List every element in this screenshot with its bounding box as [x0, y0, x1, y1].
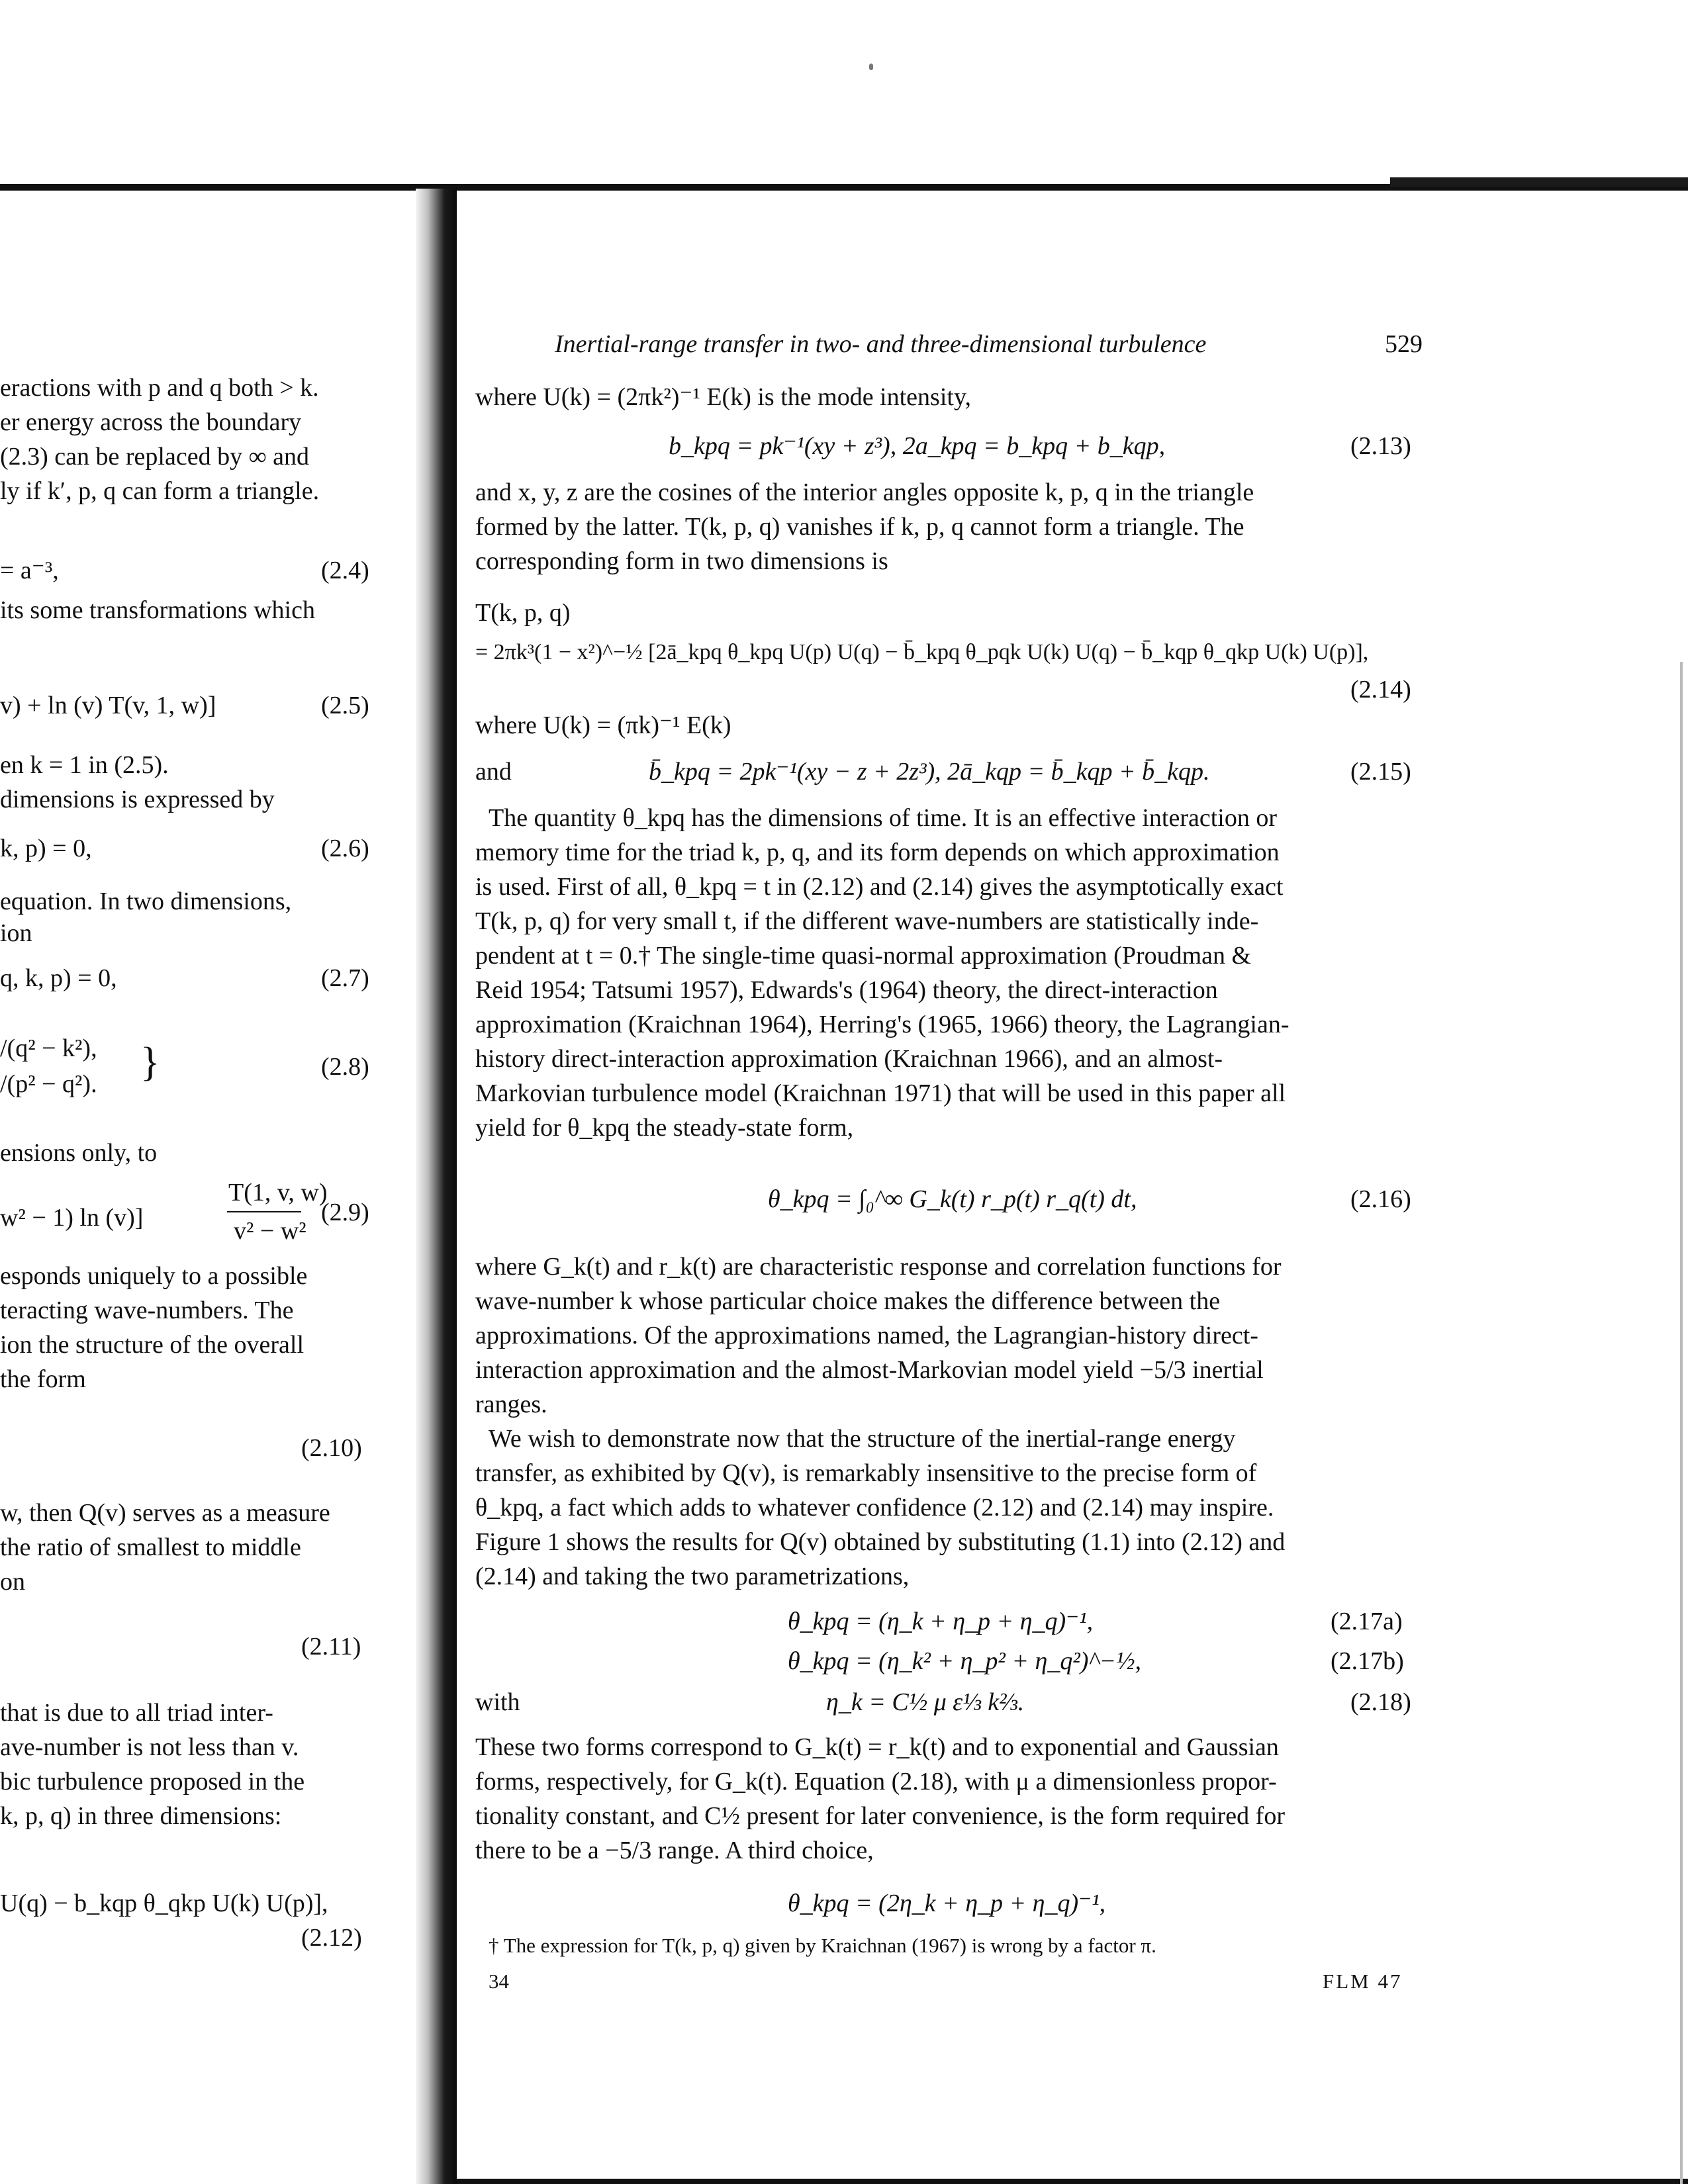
left-text-line: eractions with p and q both > k.: [0, 374, 319, 402]
left-text-line: equation. In two dimensions,: [0, 887, 292, 915]
paragraph-line: T(k, p, q) for very small t, if the different wave-numbers are statistically inde-: [475, 907, 1259, 935]
equation: η_k = C½ μ ε⅓ k⅔.: [826, 1688, 1025, 1716]
equation-number: (2.5): [321, 692, 369, 719]
equation-number: (2.16): [1350, 1185, 1411, 1213]
paragraph-line: approximations. Of the approximations named, the Lagrangian-history direct-: [475, 1322, 1258, 1349]
text-line: and: [475, 758, 512, 786]
left-text-line: that is due to all triad inter-: [0, 1699, 273, 1727]
equation-lhs: T(k, p, q): [475, 599, 571, 627]
left-text-line: ion: [0, 919, 32, 947]
left-text-line: ave-number is not less than v.: [0, 1733, 299, 1761]
left-text-line: w, then Q(v) serves as a measure: [0, 1499, 330, 1527]
equation-number: (2.18): [1350, 1688, 1411, 1716]
left-text-line: its some transformations which: [0, 596, 315, 624]
left-text-line: the ratio of smallest to middle: [0, 1533, 301, 1561]
paragraph-line: Figure 1 shows the results for Q(v) obtained by substituting (1.1) into (2.12) and: [475, 1528, 1286, 1556]
paragraph-line: θ_kpq, a fact which adds to whatever confidence (2.12) and (2.14) may inspire.: [475, 1494, 1274, 1522]
left-text-line: ly if k′, p, q can form a triangle.: [0, 477, 320, 505]
text-line: where U(k) = (2πk²)⁻¹ E(k) is the mode intensity,: [475, 383, 971, 411]
equation-number: (2.14): [1350, 676, 1411, 704]
equation-number: (2.6): [321, 835, 369, 862]
fraction-denominator: v² − w²: [234, 1217, 306, 1245]
fraction-numerator: T(1, v, w): [228, 1179, 328, 1206]
footnote: † The expression for T(k, p, q) given by Kraichnan (1967) is wrong by a factor π.: [489, 1934, 1156, 1957]
left-equation: k, p) = 0,: [0, 835, 92, 862]
left-text-line: (2.3) can be replaced by ∞ and: [0, 443, 310, 471]
left-text-line: k, p, q) in three dimensions:: [0, 1802, 282, 1830]
paragraph-line: pendent at t = 0.† The single-time quasi-normal approximation (Proudman &: [475, 942, 1252, 970]
text-line: where U(k) = (πk)⁻¹ E(k): [475, 711, 731, 739]
paragraph-line: approximation (Kraichnan 1964), Herring's (1965, 1966) theory, the Lagrangian-: [475, 1011, 1289, 1038]
scan-speck: [869, 64, 873, 70]
paragraph-line: tionality constant, and C½ present for later convenience, is the form required for: [475, 1802, 1285, 1830]
equation-number: (2.15): [1350, 758, 1411, 786]
paragraph-line: wave-number k whose particular choice makes the difference between the: [475, 1287, 1221, 1315]
equation-number: (2.11): [301, 1633, 361, 1661]
paragraph-line: forms, respectively, for G_k(t). Equation (2.18), with μ a dimensionless propor-: [475, 1768, 1277, 1796]
paragraph-line: Reid 1954; Tatsumi 1957), Edwards's (1964) theory, the direct-interaction: [475, 976, 1218, 1004]
left-text-line: the form: [0, 1365, 86, 1393]
paragraph-line: is used. First of all, θ_kpq = t in (2.12) and (2.14) gives the asymptotically exact: [475, 873, 1284, 901]
paragraph-line: These two forms correspond to G_k(t) = r_k(t) and to exponential and Gaussian: [475, 1733, 1279, 1761]
equation-number: (2.4): [321, 557, 369, 584]
equation: θ_kpq = (2η_k + η_p + η_q)⁻¹,: [788, 1889, 1106, 1917]
book-gutter-shadow: [416, 189, 457, 2184]
left-equation: w² − 1) ln (v)]: [0, 1204, 144, 1232]
left-equation: /(q² − k²),: [0, 1034, 97, 1062]
equation: b̄_kpq = 2pk⁻¹(xy − z + 2z³), 2ā_kqp = b̄_kqp + b̄_kqp.: [649, 758, 1210, 786]
left-text-line: ensions only, to: [0, 1139, 158, 1167]
equation-number: (2.8): [321, 1053, 369, 1081]
paragraph-line: We wish to demonstrate now that the structure of the inertial-range energy: [489, 1425, 1236, 1453]
paragraph-line: history direct-interaction approximation (Kraichnan 1966), and an almost-: [475, 1045, 1223, 1073]
signature-mark: 34: [489, 1970, 509, 1993]
equation: θ_kpq = ∫₀^∞ G_k(t) r_p(t) r_q(t) dt,: [768, 1185, 1137, 1213]
left-equation: v) + ln (v) T(v, 1, w)]: [0, 692, 216, 719]
left-text-line: esponds uniquely to a possible: [0, 1262, 308, 1290]
journal-mark: FLM 47: [1323, 1970, 1403, 1993]
left-text-line: er energy across the boundary: [0, 408, 302, 436]
text-line: and x, y, z are the cosines of the interior angles opposite k, p, q in the triangle: [475, 478, 1254, 506]
text-line: formed by the latter. T(k, p, q) vanishes if k, p, q cannot form a triangle. The: [475, 513, 1244, 541]
equation-number: (2.10): [301, 1434, 362, 1462]
left-equation: U(q) − b_kqp θ_qkp U(k) U(p)],: [0, 1889, 328, 1917]
paragraph-line: where G_k(t) and r_k(t) are characteristic response and correlation functions for: [475, 1253, 1282, 1281]
paragraph-line: yield for θ_kpq the steady-state form,: [475, 1114, 854, 1142]
page-number: 529: [1385, 330, 1423, 358]
paragraph-line: (2.14) and taking the two parametrizations,: [475, 1563, 910, 1590]
equation: = 2πk³(1 − x²)^−½ [2ā_kpq θ_kpq U(p) U(q) − b̄_kpq θ_pqk U(k) U(q) − b̄_kqp θ_qkp U(k) U(p)],: [475, 640, 1369, 664]
equation-number: (2.13): [1350, 432, 1411, 460]
left-equation: q, k, p) = 0,: [0, 964, 117, 992]
equation: θ_kpq = (η_k + η_p + η_q)⁻¹,: [788, 1608, 1094, 1635]
running-head: Inertial-range transfer in two- and three-dimensional turbulence: [555, 330, 1207, 358]
scan-top-edge-right: [1390, 177, 1688, 187]
left-text-line: ion the structure of the overall: [0, 1331, 305, 1359]
brace: }: [140, 1040, 160, 1085]
paragraph-line: ranges.: [475, 1390, 547, 1418]
left-text-line: bic turbulence proposed in the: [0, 1768, 305, 1796]
paragraph-line: memory time for the triad k, p, q, and its form depends on which approximation: [475, 839, 1280, 866]
left-text-line: on: [0, 1568, 25, 1596]
text-line: corresponding form in two dimensions is: [475, 547, 888, 575]
equation-number: (2.17a): [1331, 1608, 1403, 1635]
text-line: with: [475, 1688, 520, 1716]
left-equation: /(p² − q²).: [0, 1070, 97, 1098]
equation-number: (2.17b): [1331, 1647, 1404, 1675]
left-text-line: teracting wave-numbers. The: [0, 1297, 294, 1324]
paragraph-line: The quantity θ_kpq has the dimensions of time. It is an effective interaction or: [489, 804, 1277, 832]
fraction-bar: [227, 1211, 301, 1212]
equation-number: (2.7): [321, 964, 369, 992]
scan-right-edge: [1680, 662, 1683, 2184]
paragraph-line: interaction approximation and the almost-Markovian model yield −5/3 inertial: [475, 1356, 1264, 1384]
scan-bottom-edge: [457, 2179, 1688, 2184]
left-text-line: en k = 1 in (2.5).: [0, 751, 169, 779]
paragraph-line: Markovian turbulence model (Kraichnan 1971) that will be used in this paper all: [475, 1079, 1286, 1107]
equation-number: (2.12): [301, 1924, 362, 1952]
left-text-line: dimensions is expressed by: [0, 786, 275, 813]
paragraph-line: there to be a −5/3 range. A third choice,: [475, 1837, 874, 1864]
equation: θ_kpq = (η_k² + η_p² + η_q²)^−½,: [788, 1647, 1142, 1675]
equation-number: (2.9): [321, 1199, 369, 1226]
paragraph-line: transfer, as exhibited by Q(v), is remarkably insensitive to the precise form of: [475, 1459, 1257, 1487]
equation: b_kpq = pk⁻¹(xy + z³), 2a_kpq = b_kpq + b_kqp,: [669, 432, 1166, 460]
left-equation: = a⁻³,: [0, 557, 59, 584]
